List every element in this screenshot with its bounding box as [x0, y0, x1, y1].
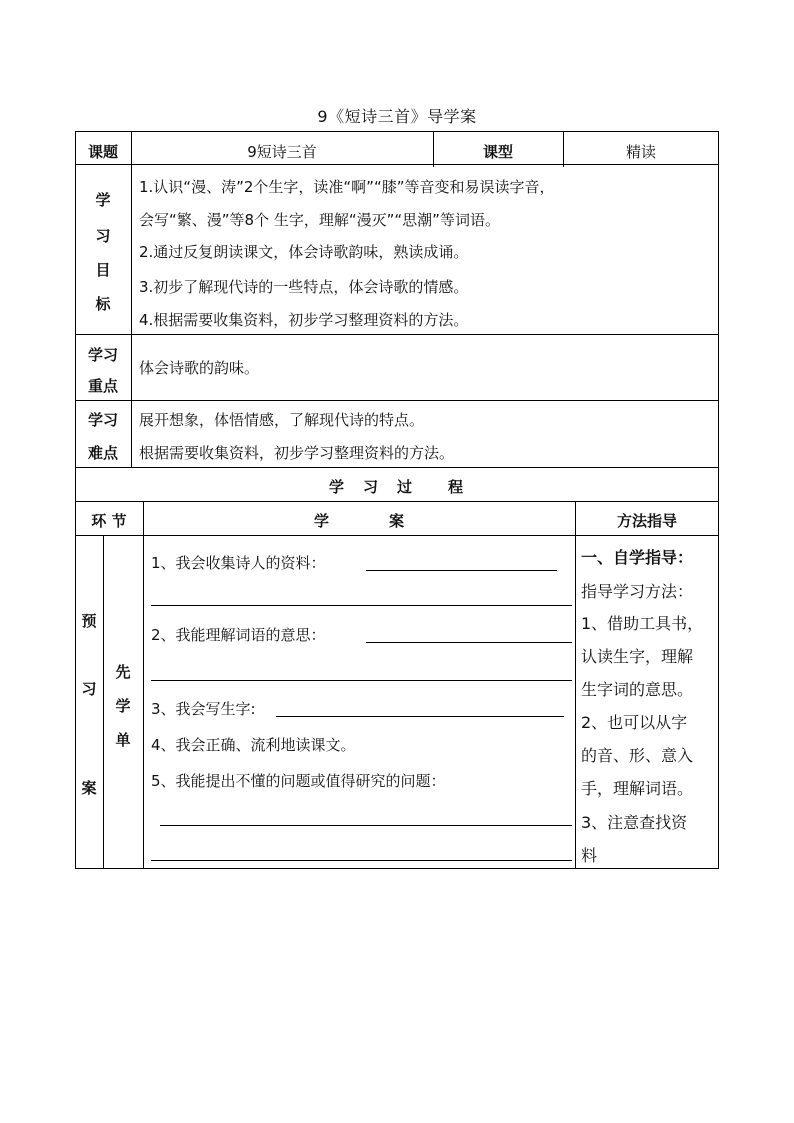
goal-line: 会写“繁、漫”等8个 生字，理解“漫灭”“思潮”等词语。 — [139, 211, 500, 229]
answer-blank[interactable] — [276, 716, 564, 717]
substage-char: 学 — [115, 697, 131, 715]
row-divider — [75, 467, 719, 468]
substage-char: 先 — [115, 663, 131, 681]
substage-char: 单 — [115, 731, 131, 749]
goals-label-char: 目 — [95, 261, 111, 279]
goal-line: 3.初步了解现代诗的一些特点，体会诗歌的情感。 — [139, 278, 469, 296]
stage-char: 习 — [81, 680, 97, 698]
col-divider — [131, 164, 132, 467]
plan-header: 学 案 — [313, 512, 404, 530]
difficulty-label: 学习 — [87, 411, 118, 429]
topic-label: 课题 — [87, 143, 118, 161]
method-line: 3、注意查找资 — [581, 813, 688, 832]
preview-item: 1、我会收集诗人的资料： — [151, 554, 326, 572]
difficulty-text: 根据需要收集资料，初步学习整理资料的方法。 — [139, 444, 455, 462]
preview-item: 4、我会正确、流利地读课文。 — [151, 736, 356, 754]
method-line: 生字词的意思。 — [581, 680, 694, 699]
method-line: 的音、形、意入 — [581, 746, 694, 765]
stage-header: 环 节 — [91, 512, 127, 530]
stage-char: 预 — [81, 612, 97, 630]
difficulty-text: 展开想象，体悟情感，了解现代诗的特点。 — [139, 411, 425, 429]
preview-item: 2、我能理解词语的意思： — [151, 626, 326, 644]
row-divider — [75, 400, 719, 401]
focus-label: 学习 — [87, 346, 118, 364]
col-divider — [143, 501, 144, 869]
process-title: 学 习 过 程 — [328, 478, 465, 496]
col-divider — [575, 501, 576, 869]
goal-line: 4.根据需要收集资料，初步学习整理资料的方法。 — [139, 311, 469, 329]
method-header: 方法指导 — [616, 512, 677, 530]
answer-blank[interactable] — [366, 642, 572, 643]
goal-line: 1.认识“漫、涛”2个生字，读准“啊”“膝”等音变和易误读字音， — [139, 178, 555, 196]
topic-value: 9短诗三首 — [247, 143, 317, 161]
difficulty-label: 难点 — [87, 444, 118, 462]
answer-blank[interactable] — [366, 570, 557, 571]
method-line: 2、也可以从字 — [581, 713, 688, 732]
goal-line: 2.通过反复朗读课文，体会诗歌韵味，熟读成诵。 — [139, 243, 469, 261]
stage-char: 案 — [81, 779, 97, 797]
goals-label-char: 习 — [95, 227, 111, 245]
row-divider — [75, 501, 719, 502]
type-label: 课型 — [482, 143, 513, 161]
method-line: 手，理解词语。 — [581, 779, 694, 798]
focus-label: 重点 — [87, 377, 118, 395]
page-title: 9《短诗三首》导学案 — [317, 107, 477, 126]
method-line: 指导学习方法： — [581, 582, 694, 601]
row-divider — [75, 535, 719, 536]
answer-blank[interactable] — [151, 860, 572, 861]
focus-text: 体会诗歌的韵味。 — [139, 359, 260, 377]
goals-label-char: 标 — [95, 295, 111, 313]
answer-blank[interactable] — [160, 825, 572, 826]
method-line: 1、借助工具书， — [581, 614, 704, 633]
method-line: 认读生字，理解 — [581, 647, 694, 666]
method-heading: 一、自学指导： — [581, 548, 694, 567]
preview-item: 5、我能提出不懂的问题或值得研究的问题： — [151, 772, 446, 790]
goals-label-char: 学 — [95, 191, 111, 209]
row-divider — [75, 164, 719, 165]
answer-blank[interactable] — [151, 605, 572, 606]
method-line: 料 — [581, 846, 598, 865]
answer-blank[interactable] — [151, 680, 572, 681]
row-divider — [75, 334, 719, 335]
type-value: 精读 — [625, 143, 656, 161]
preview-item: 3、我会写生字: — [151, 700, 256, 718]
